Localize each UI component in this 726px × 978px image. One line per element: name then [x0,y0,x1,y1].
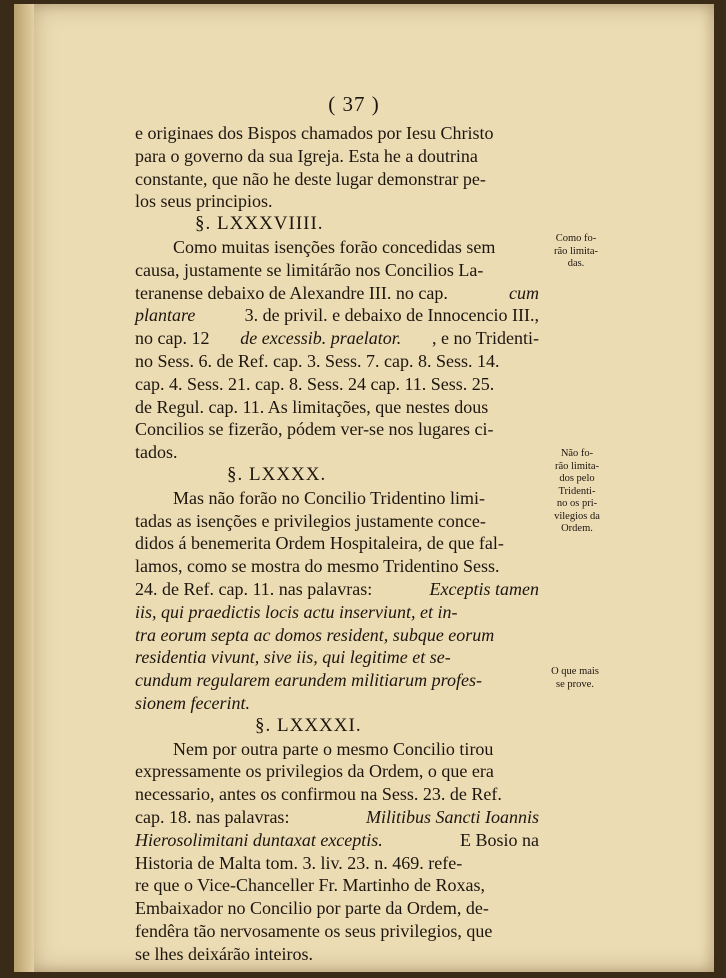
italic-run: de excessib. praelator. [240,328,402,349]
text-line: e originaes dos Bispos chamados por Iesu Christo [135,123,494,143]
text-run: , e no Tridenti- [431,328,539,349]
page-number: ( 37 ) [328,92,380,116]
text-line: para o governo da sua Igreja. Esta he a doutrina [135,145,478,166]
text-column [135,122,539,965]
text-line [135,327,539,350]
margin-note: O que mais se prove. [551,666,599,690]
text-line: constante, que não he deste lugar demonstrar pe- [135,168,486,189]
italic-run: plantare [135,305,196,326]
italic-run: cum [509,282,539,303]
text-run: 24. de Ref. cap. 11. nas palavras: [135,578,373,599]
italic-run: Hierosolimitani duntaxat exceptis. [135,829,383,850]
text-line: residentia vivunt, sive iis, qui legitime et se- [135,647,451,668]
section-heading: §. LXXXVIIII. [195,213,324,235]
text-line: se lhes deixárão inteiros. [135,943,313,964]
italic-run: Exceptis tamen [429,578,539,599]
text-line: cap. 4. Sess. 21. cap. 8. Sess. 24 cap. 11. Sess. 25. [135,373,495,394]
text-run: teranense debaixo de Alexandre III. no cap. [135,282,448,303]
text-line: no Sess. 6. de Ref. cap. 3. Sess. 7. cap. 8. Sess. 14. [135,350,500,371]
text-line: Mas não forão no Concilio Tridentino limi- [173,487,485,508]
text-line: tadas as isenções e privilegios justamente conce- [135,510,486,531]
text-line: tados. [135,442,178,463]
text-line: Historia de Malta tom. 3. liv. 23. n. 469. refe- [135,852,463,873]
text-line [135,806,539,829]
text-line: lamos, como se mostra do mesmo Tridentino Sess. [135,556,500,577]
text-line: fendêra tão nervosamente os seus privilegios, que [135,920,493,941]
text-line: cundum regularem earundem militiarum profes- [135,670,482,691]
book-page [14,4,714,972]
text-line: los seus principios. [135,191,273,212]
text-line [135,282,539,305]
text-run: E Bosio na [460,829,539,850]
section-heading: §. LXXXX. [227,463,327,485]
text-run: 3. de privil. e debaixo de Innocencio III., [244,305,539,326]
text-line: Embaixador no Concilio por parte da Ordem, de- [135,898,489,919]
text-line: sionem fecerint. [135,692,250,713]
italic-run: Militibus Sancti Ioannis [366,806,539,827]
text-line [135,304,539,327]
text-run: cap. 18. nas palavras: [135,806,290,827]
margin-note: Como fo- rão limita- das. [553,233,599,269]
text-line: iis, qui praedictis locis actu inserviunt, et in- [135,601,458,622]
text-line [135,578,539,601]
text-line: expressamente os privilegios da Ordem, o que era [135,761,494,782]
page-gutter [14,4,34,972]
text-line: Concilios se fizerão, pódem ver-se nos lugares ci- [135,419,494,440]
text-line: tra eorum septa ac domos resident, subque eorum [135,624,495,645]
text-line: didos á benemerita Ordem Hospitaleira, de que fal- [135,533,504,554]
text-line: re que o Vice-Chanceller Fr. Martinho de Roxas, [135,875,485,896]
text-line [135,829,539,852]
text-run: no cap. 12 [135,328,210,349]
text-line: Como muitas isenções forão concedidas sem [173,236,496,257]
text-line: Nem por outra parte o mesmo Concilio tirou [173,738,494,759]
text-line: causa, justamente se limitárão nos Concilios La- [135,259,484,280]
text-line: necessario, antes os confirmou na Sess. 23. de Ref. [135,784,502,805]
text-line: de Regul. cap. 11. As limitações, que nestes dous [135,396,489,417]
section-heading: §. LXXXXI. [255,714,362,736]
margin-note: Não fo- rão limita- dos pelo Tridenti- no os pri- vilegios da Ordem. [554,448,600,534]
